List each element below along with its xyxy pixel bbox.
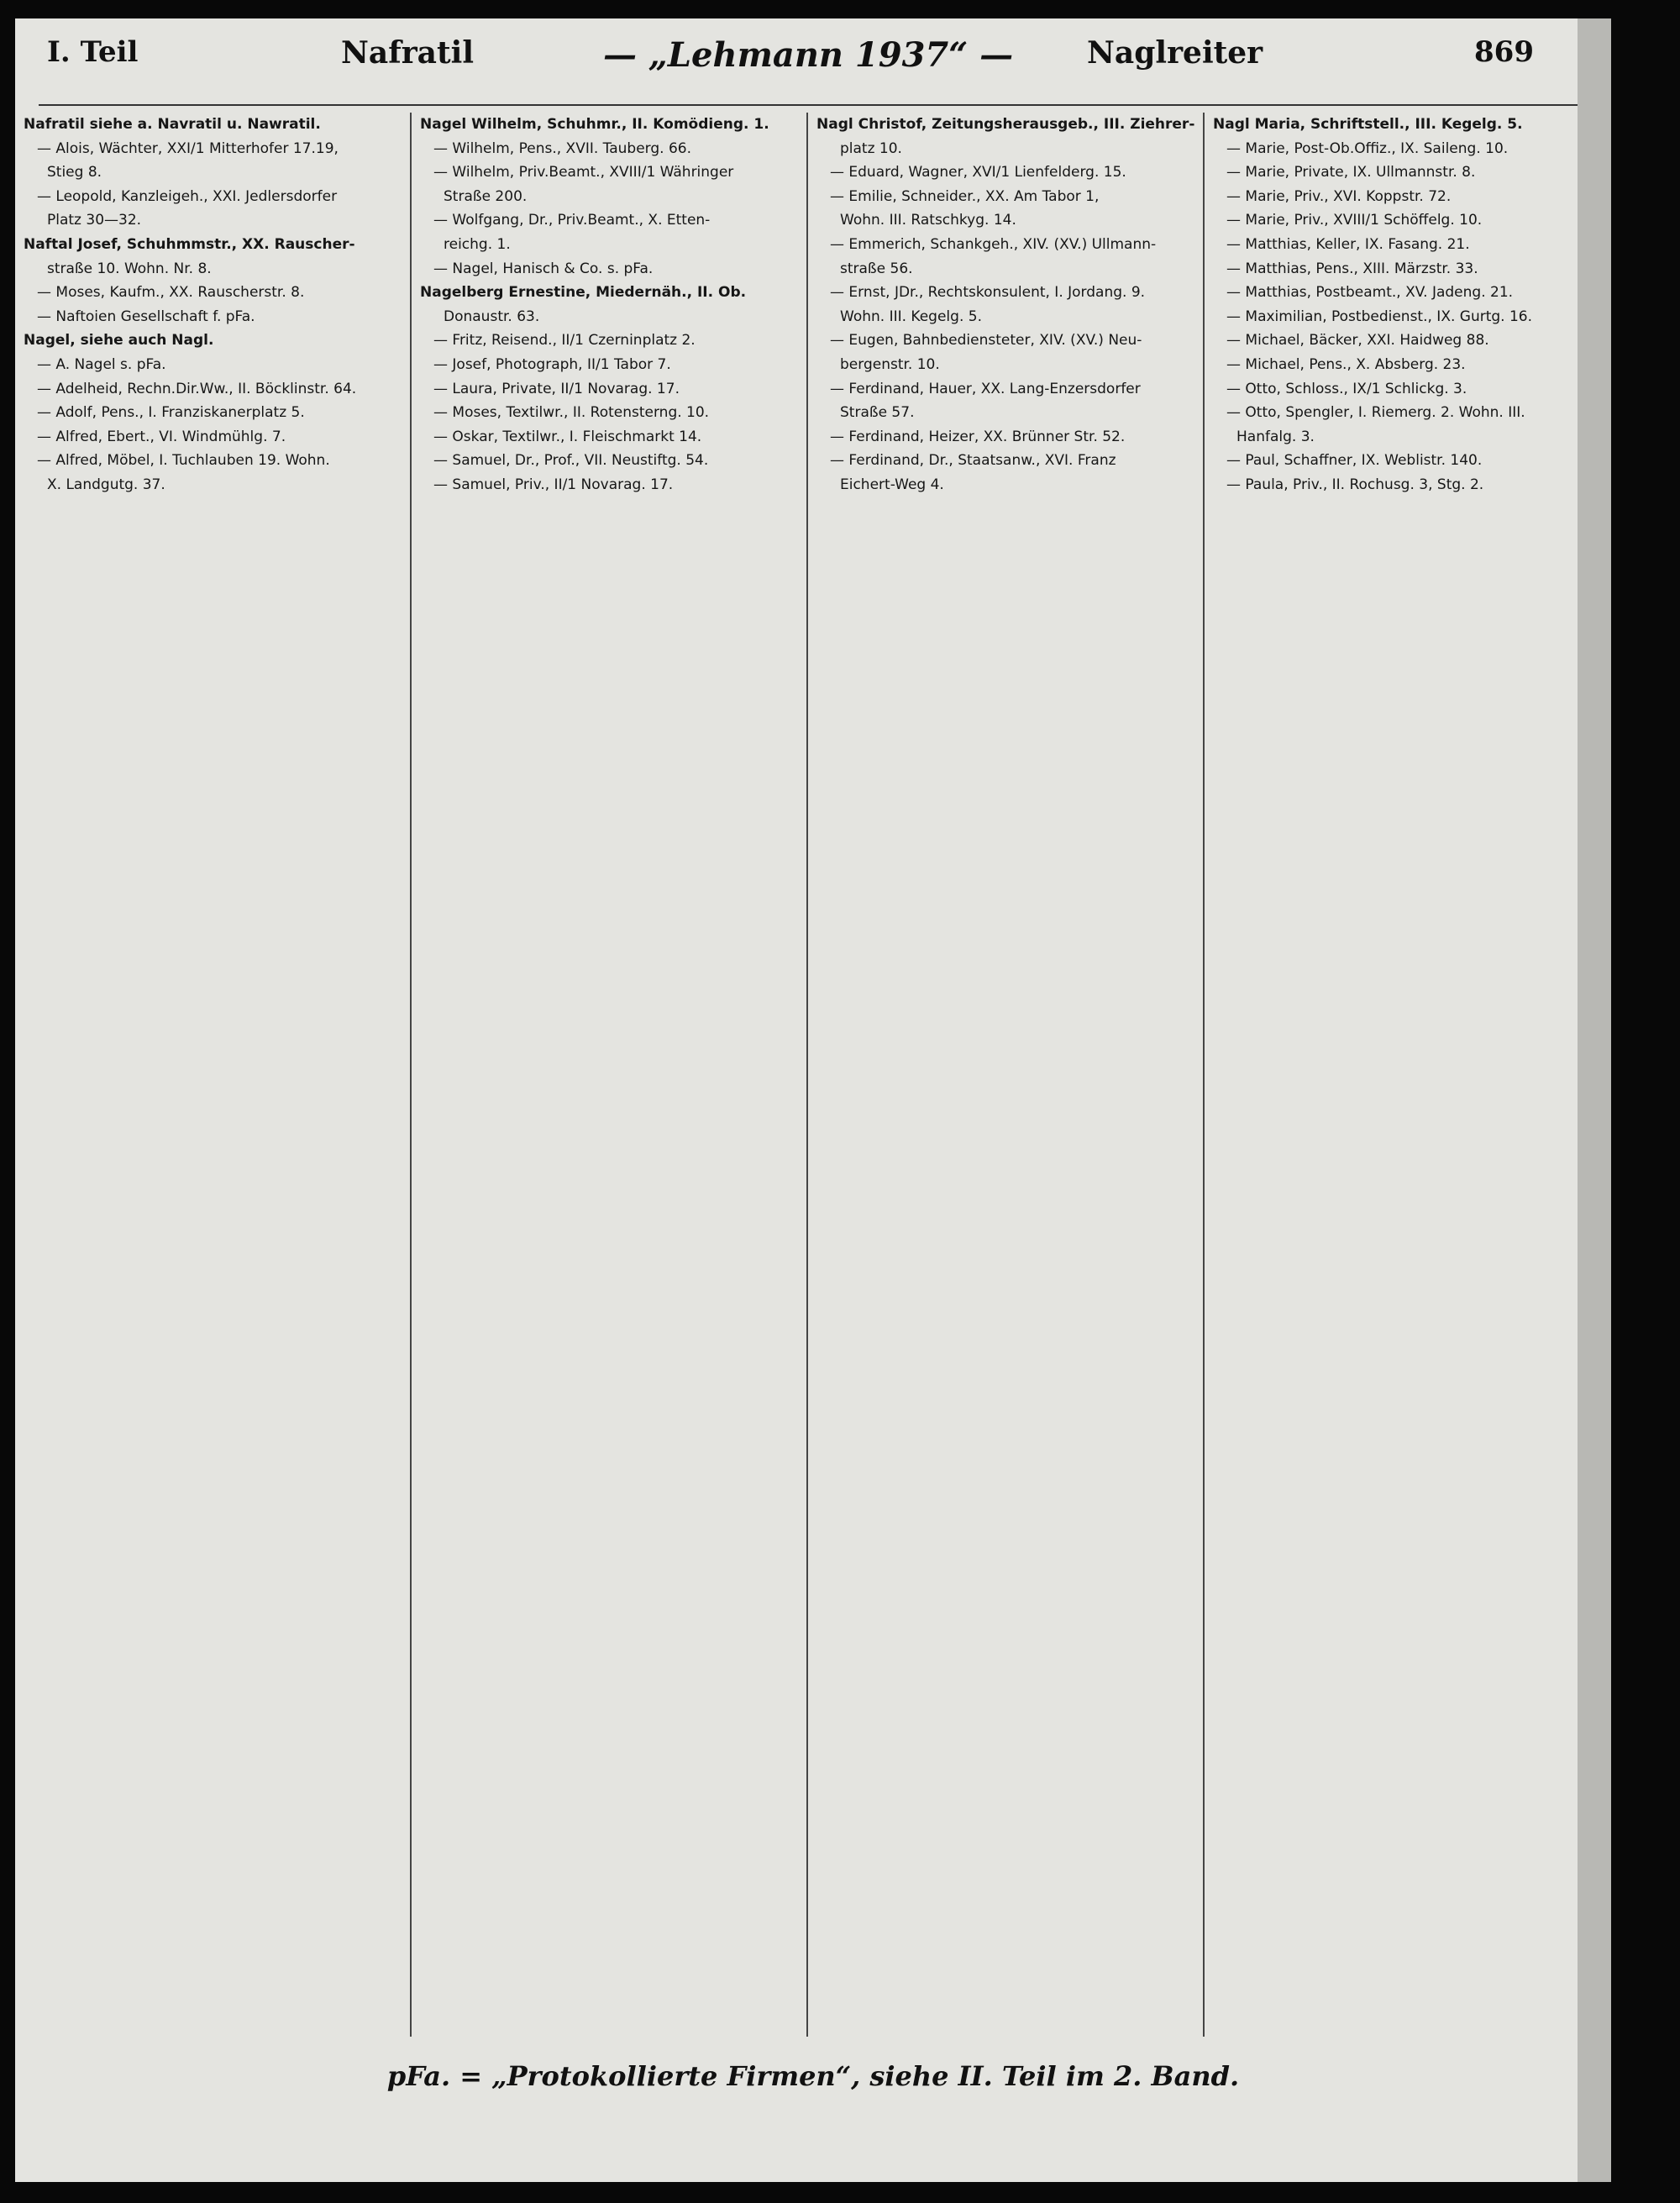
directory-entry-line: — Matthias, Postbeamt., XV. Jadeng. 21. bbox=[1226, 284, 1514, 302]
directory-entry-line: reichg. 1. bbox=[444, 235, 511, 253]
directory-entry-line: Stieg 8. bbox=[47, 164, 102, 181]
directory-entry-line: — Fritz, Reisend., II/1 Czerninplatz 2. bbox=[433, 332, 696, 350]
directory-entry-line: — Adolf, Pens., I. Franziskanerplatz 5. bbox=[37, 404, 305, 422]
directory-entry-line: — Leopold, Kanzleigeh., XXI. Jedlersdorfer bbox=[37, 187, 338, 205]
directory-entry-line: — Oskar, Textilwr., I. Fleischmarkt 14. bbox=[433, 428, 702, 445]
directory-entry-line: Naftal Josef, Schuhmmstr., XX. Rauscher- bbox=[24, 235, 355, 253]
directory-entry-line: — Ernst, JDr., Rechtskonsulent, I. Jordang. 9. bbox=[830, 284, 1146, 302]
directory-entry-line: Nagel Wilhelm, Schuhmr., II. Komödieng. 1. bbox=[420, 116, 769, 133]
directory-entry-line: — Alfred, Möbel, I. Tuchlauben 19. Wohn. bbox=[37, 452, 330, 470]
directory-entry-line: Donaustr. 63. bbox=[444, 308, 540, 325]
directory-entry-line: Hanfalg. 3. bbox=[1236, 428, 1315, 445]
column-1 bbox=[24, 113, 405, 2037]
directory-entry-line: Straße 200. bbox=[444, 187, 528, 205]
directory-entry-line: Wohn. III. Ratschkyg. 14. bbox=[840, 212, 1016, 229]
column-2 bbox=[420, 113, 801, 2037]
header-rule bbox=[39, 104, 1584, 106]
page-edge-shadow bbox=[1578, 18, 1611, 2182]
page-header bbox=[15, 18, 1611, 79]
directory-entry-line: — Eduard, Wagner, XVI/1 Lienfelderg. 15. bbox=[830, 164, 1126, 181]
directory-entry-line: — Marie, Private, IX. Ullmannstr. 8. bbox=[1226, 164, 1476, 181]
directory-entry-line: Nagl Christof, Zeitungsherausgeb., III. Ziehrer- bbox=[816, 116, 1195, 133]
directory-entry-line: straße 56. bbox=[840, 260, 913, 277]
column-divider bbox=[1203, 113, 1205, 2037]
directory-entry-line: — Michael, Bäcker, XXI. Haidweg 88. bbox=[1226, 332, 1489, 350]
column-3 bbox=[816, 113, 1198, 2037]
page-title: — „Lehmann 1937“ — bbox=[603, 35, 1014, 75]
directory-entry-line: Wohn. III. Kegelg. 5. bbox=[840, 308, 982, 325]
directory-entry-line: — A. Nagel s. pFa. bbox=[37, 355, 166, 373]
directory-entry-line: — Moses, Kaufm., XX. Rauscherstr. 8. bbox=[37, 284, 305, 302]
directory-entry-line: Eichert-Weg 4. bbox=[840, 476, 944, 493]
right-keyword: Naglreiter bbox=[1087, 35, 1263, 71]
directory-entry-line: — Moses, Textilwr., II. Rotensterng. 10. bbox=[433, 404, 710, 422]
directory-entry-line: straße 10. Wohn. Nr. 8. bbox=[47, 260, 212, 277]
directory-entry-line: — Naftoien Gesellschaft f. pFa. bbox=[37, 308, 255, 325]
directory-entry-line: — Adelheid, Rechn.Dir.Ww., II. Böcklinstr. 64. bbox=[37, 380, 357, 397]
left-keyword: Nafratil bbox=[341, 35, 474, 71]
directory-entry-line: — Emilie, Schneider., XX. Am Tabor 1, bbox=[830, 187, 1100, 205]
directory-entry-line: — Wolfgang, Dr., Priv.Beamt., X. Etten- bbox=[433, 212, 711, 229]
directory-entry-line: — Josef, Photograph, II/1 Tabor 7. bbox=[433, 355, 671, 373]
directory-entry-line: — Michael, Pens., X. Absberg. 23. bbox=[1226, 355, 1466, 373]
directory-page bbox=[15, 18, 1611, 2182]
directory-entry-line: — Paul, Schaffner, IX. Weblistr. 140. bbox=[1226, 452, 1483, 470]
directory-entry-line: — Nagel, Hanisch & Co. s. pFa. bbox=[433, 260, 654, 277]
directory-entry-line: — Matthias, Pens., XIII. Märzstr. 33. bbox=[1226, 260, 1478, 277]
directory-entry-line: — Otto, Schloss., IX/1 Schlickg. 3. bbox=[1226, 380, 1467, 397]
directory-entry-line: platz 10. bbox=[840, 139, 902, 157]
directory-entry-line: — Wilhelm, Priv.Beamt., XVIII/1 Währinger bbox=[433, 164, 734, 181]
directory-entry-line: — Marie, Priv., XVIII/1 Schöffelg. 10. bbox=[1226, 212, 1483, 229]
directory-entry-line: — Wilhelm, Pens., XVII. Tauberg. 66. bbox=[433, 139, 692, 157]
directory-entry-line: Straße 57. bbox=[840, 404, 915, 422]
footer-note: pFa. = „Protokollierte Firmen“, siehe II. Teil im 2. Band. bbox=[386, 2060, 1240, 2092]
directory-entry-line: — Emmerich, Schankgeh., XIV. (XV.) Ullmann- bbox=[830, 235, 1157, 253]
directory-entry-line: bergenstr. 10. bbox=[840, 355, 940, 373]
directory-entry-line: Nagl Maria, Schriftstell., III. Kegelg. 5. bbox=[1213, 116, 1523, 133]
directory-entry-line: Platz 30—32. bbox=[47, 212, 142, 229]
column-4 bbox=[1213, 113, 1594, 2037]
column-divider bbox=[806, 113, 808, 2037]
directory-entry-line: — Marie, Priv., XVI. Koppstr. 72. bbox=[1226, 187, 1452, 205]
directory-entry-line: — Matthias, Keller, IX. Fasang. 21. bbox=[1226, 235, 1470, 253]
directory-entry-line: — Alois, Wächter, XXI/1 Mitterhofer 17.19, bbox=[37, 139, 339, 157]
directory-entry-line: X. Landgutg. 37. bbox=[47, 476, 165, 493]
page-number: 869 bbox=[1474, 35, 1534, 69]
directory-entry-line: — Eugen, Bahnbediensteter, XIV. (XV.) Neu- bbox=[830, 332, 1142, 350]
directory-entry-line: Nafratil siehe a. Navratil u. Nawratil. bbox=[24, 116, 321, 133]
directory-entry-line: — Paula, Priv., II. Rochusg. 3, Stg. 2. bbox=[1226, 476, 1484, 493]
directory-entry-line: — Maximilian, Postbedienst., IX. Gurtg. 16. bbox=[1226, 308, 1533, 325]
directory-entry-line: — Samuel, Dr., Prof., VII. Neustiftg. 54. bbox=[433, 452, 709, 470]
directory-entry-line: — Alfred, Ebert., VI. Windmühlg. 7. bbox=[37, 428, 286, 445]
directory-entry-line: Nagel, siehe auch Nagl. bbox=[24, 332, 214, 350]
directory-entry-line: Nagelberg Ernestine, Miedernäh., II. Ob. bbox=[420, 284, 747, 302]
column-divider bbox=[410, 113, 412, 2037]
directory-entry-line: — Laura, Private, II/1 Novarag. 17. bbox=[433, 380, 680, 397]
directory-entry-line: — Otto, Spengler, I. Riemerg. 2. Wohn. III. bbox=[1226, 404, 1525, 422]
directory-entry-line: — Marie, Post-Ob.Offiz., IX. Saileng. 10. bbox=[1226, 139, 1509, 157]
directory-entry-line: — Ferdinand, Dr., Staatsanw., XVI. Franz bbox=[830, 452, 1116, 470]
directory-entry-line: — Ferdinand, Heizer, XX. Brünner Str. 52. bbox=[830, 428, 1126, 445]
section-label: I. Teil bbox=[47, 35, 139, 69]
directory-entry-line: — Samuel, Priv., II/1 Novarag. 17. bbox=[433, 476, 674, 493]
directory-entry-line: — Ferdinand, Hauer, XX. Lang-Enzersdorfer bbox=[830, 380, 1141, 397]
